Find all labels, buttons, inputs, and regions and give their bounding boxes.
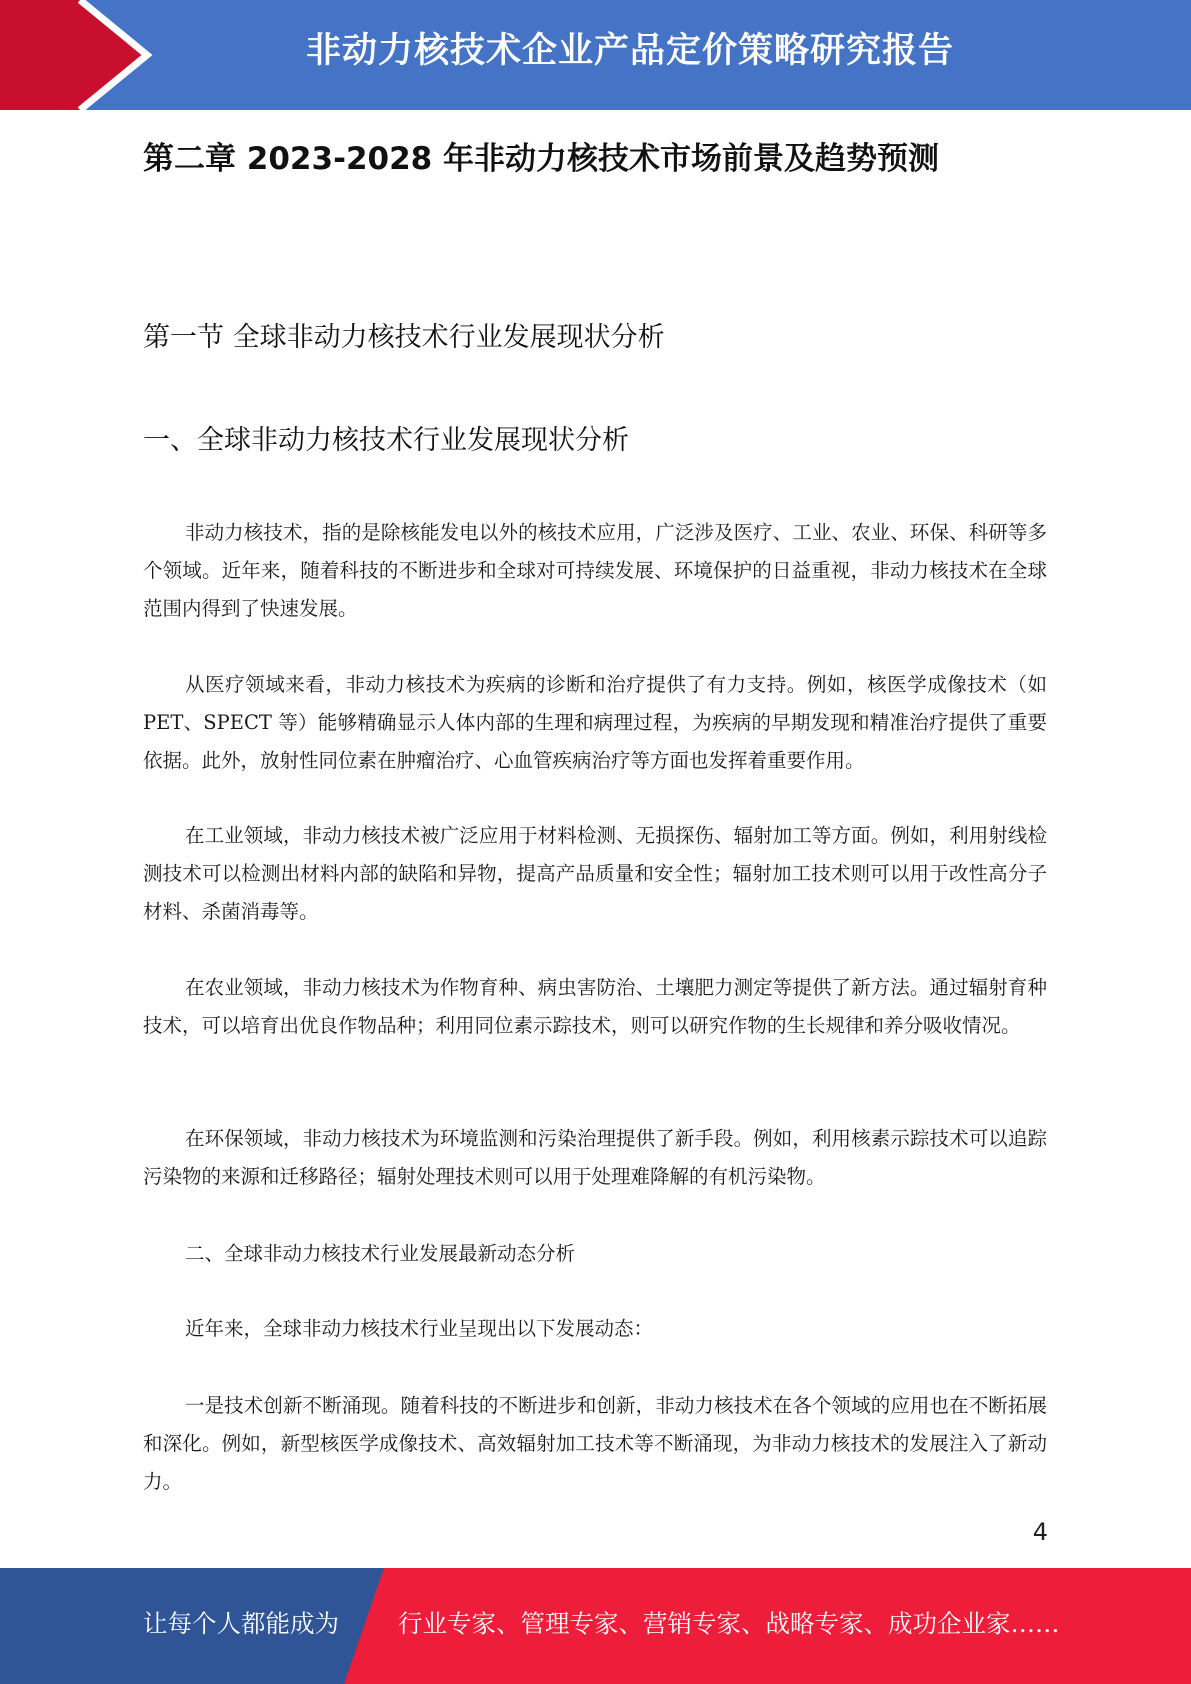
section-title: 第一节 全球非动力核技术行业发展现状分析 — [143, 322, 665, 353]
footer-banner — [0, 1568, 1191, 1684]
header-arrow-decoration — [0, 0, 160, 110]
footer-slogan-right: 行业专家、管理专家、营销专家、战略专家、成功企业家…… — [398, 1609, 1060, 1638]
paragraph-industrial: 在工业领域，非动力核技术被广泛应用于材料检测、无损探伤、辐射加工等方面。例如，利用射线检测技术可以检测出材料内部的缺陷和异物，提高产品质量和安全性；辐射加工技术则可以用于改性高分子材料、杀菌消毒等。 — [143, 824, 1047, 923]
footer-slogan-left: 让每个人都能成为 — [143, 1609, 339, 1638]
paragraph-innovation: 一是技术创新不断涌现。随着科技的不断进步和创新，非动力核技术在各个领域的应用也在不断拓展和深化。例如，新型核医学成像技术、高效辐射加工技术等不断涌现，为非动力核技术的发展注入了新动力。 — [143, 1394, 1047, 1493]
paragraph-agriculture: 在农业领域，非动力核技术为作物育种、病虫害防治、土壤肥力测定等提供了新方法。通过辐射育种技术，可以培育出优良作物品种；利用同位素示踪技术，则可以研究作物的生长规律和养分吸收情况。 — [143, 976, 1047, 1037]
paragraph-environment: 在环保领域，非动力核技术为环境监测和污染治理提供了新手段。例如，利用核素示踪技术可以追踪污染物的来源和迁移路径；辐射处理技术则可以用于处理难降解的有机污染物。 — [143, 1127, 1047, 1188]
header-banner — [0, 0, 1191, 110]
paragraph-dynamics-intro: 近年来，全球非动力核技术行业呈现出以下发展动态： — [185, 1317, 654, 1340]
paragraph-subheading-dynamics: 二、全球非动力核技术行业发展最新动态分析 — [185, 1242, 576, 1265]
report-title: 非动力核技术企业产品定价策略研究报告 — [305, 31, 954, 71]
subsection-title: 一、全球非动力核技术行业发展现状分析 — [143, 425, 629, 456]
paragraph-medical: 从医疗领域来看，非动力核技术为疾病的诊断和治疗提供了有力支持。例如，核医学成像技术（如 PET、SPECT 等）能够精确显示人体内部的生理和病理过程，为疾病的早期发现和精准治疗提供了重要依据。此外，放射性同位素在肿瘤治疗、心血管疾病治疗等方面也发挥着重要作用。 — [143, 673, 1047, 772]
page-number: 4 — [1032, 1518, 1048, 1546]
paragraph-intro: 非动力核技术，指的是除核能发电以外的核技术应用，广泛涉及医疗、工业、农业、环保、科研等多个领域。近年来，随着科技的不断进步和全球对可持续发展、环境保护的日益重视，非动力核技术在全球范围内得到了快速发展。 — [143, 521, 1047, 620]
chapter-title: 第二章 2023-2028 年非动力核技术市场前景及趋势预测 — [143, 141, 940, 177]
